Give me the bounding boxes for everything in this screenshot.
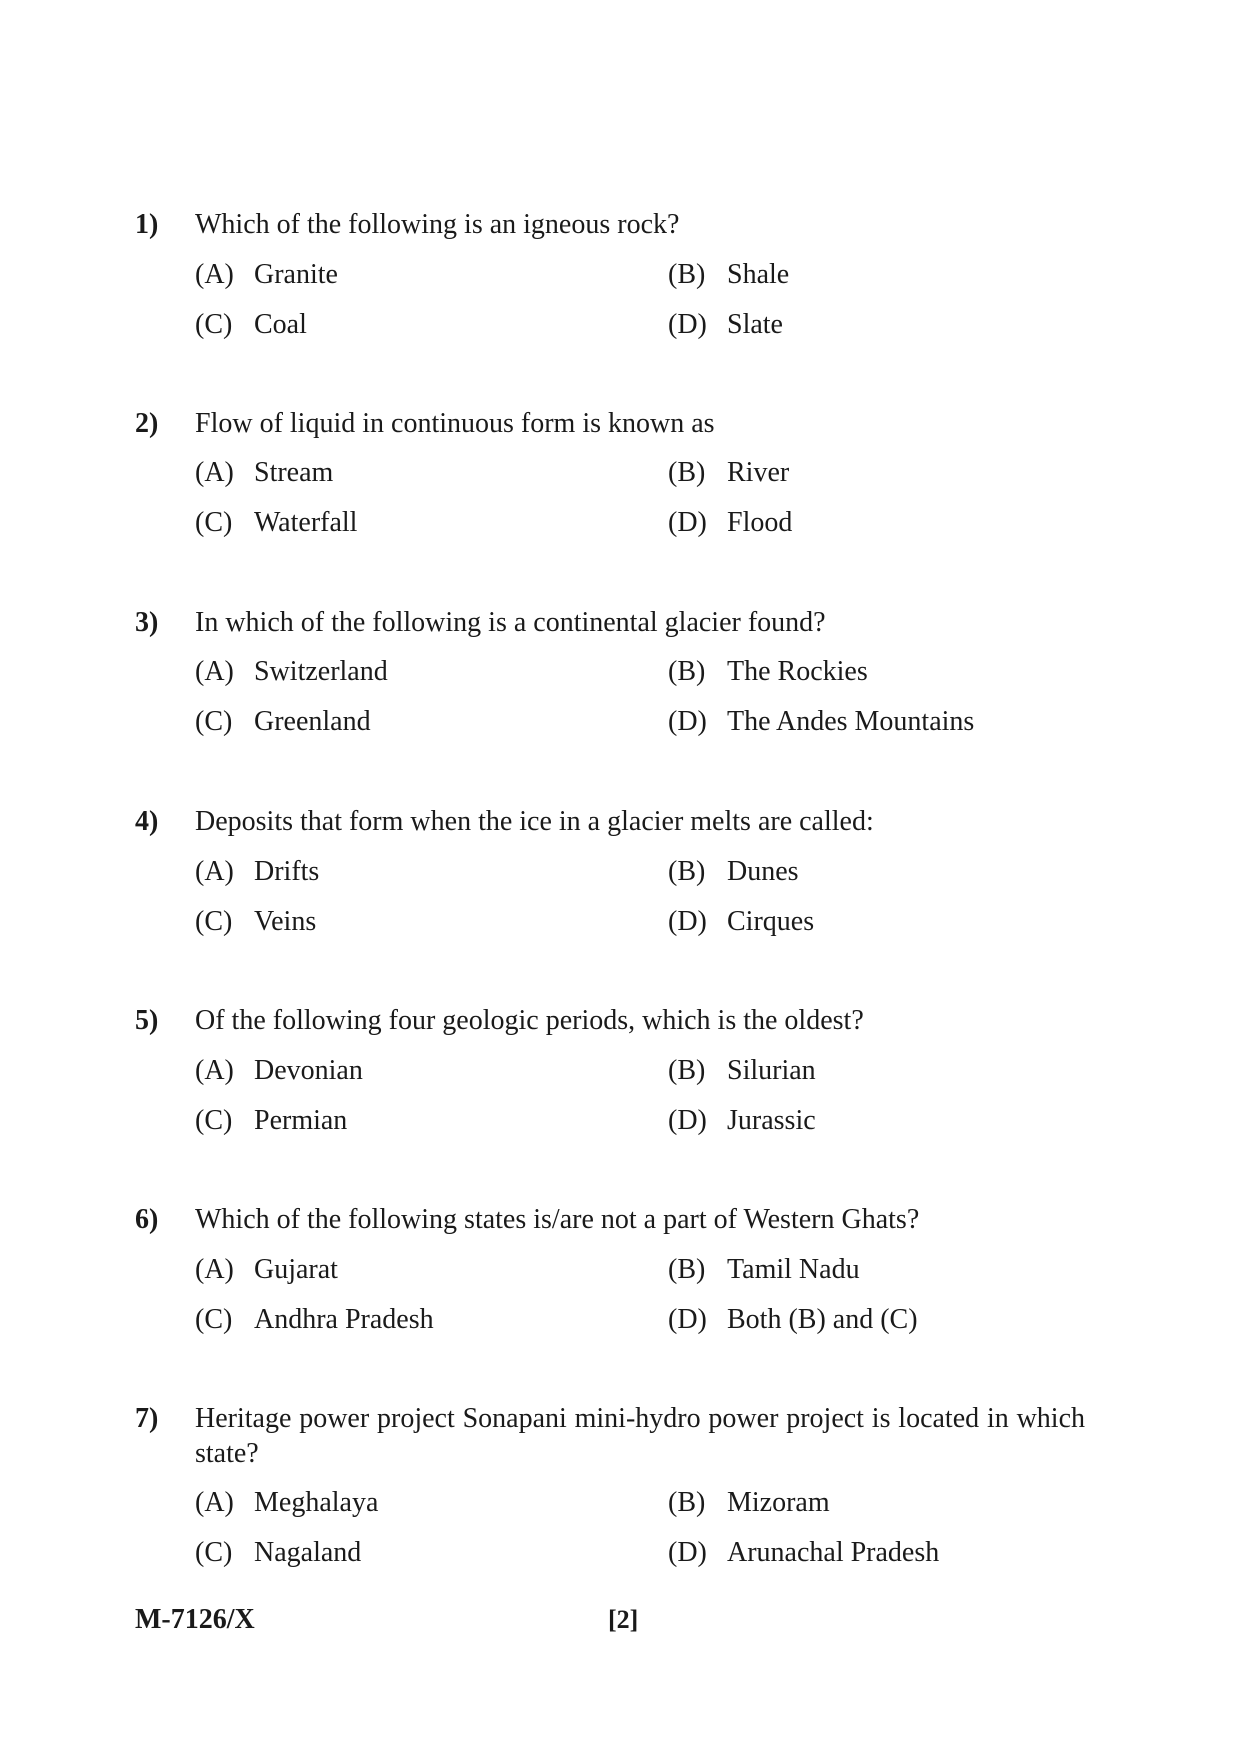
option-b bbox=[668, 1252, 860, 1287]
option-letter: (B) bbox=[668, 1487, 706, 1518]
option-text: Flood bbox=[727, 507, 793, 538]
question-text: Of the following four geologic periods, which is the oldest? bbox=[195, 1005, 864, 1036]
page-number: [2] bbox=[608, 1605, 639, 1634]
option-a bbox=[195, 1252, 338, 1287]
option-c bbox=[195, 904, 317, 939]
option-text: Shale bbox=[727, 259, 790, 290]
option-a bbox=[195, 455, 334, 490]
option-letter: (D) bbox=[668, 309, 707, 340]
option-text: Mizoram bbox=[727, 1487, 830, 1518]
option-text: Nagaland bbox=[254, 1537, 362, 1568]
option-d bbox=[668, 1302, 918, 1337]
option-c bbox=[195, 1302, 434, 1337]
option-text: Stream bbox=[254, 457, 334, 488]
question-number: 1) bbox=[135, 209, 159, 240]
option-text: Andhra Pradesh bbox=[254, 1304, 434, 1335]
option-text: Dunes bbox=[727, 856, 799, 887]
option-text: Both (B) and (C) bbox=[727, 1304, 918, 1335]
option-text: Slate bbox=[727, 309, 783, 340]
option-text: Granite bbox=[254, 259, 338, 290]
question-text: Deposits that form when the ice in a glacier melts are called: bbox=[195, 806, 874, 837]
option-text: River bbox=[727, 457, 790, 488]
option-letter: (B) bbox=[668, 1055, 706, 1086]
question-number: 2) bbox=[135, 408, 159, 439]
option-letter: (C) bbox=[195, 1105, 233, 1136]
option-letter: (C) bbox=[195, 706, 233, 737]
option-letter: (A) bbox=[195, 1487, 234, 1518]
option-letter: (A) bbox=[195, 856, 234, 887]
option-b bbox=[668, 257, 790, 292]
option-letter: (B) bbox=[668, 457, 706, 488]
option-b bbox=[668, 854, 799, 889]
option-text: Greenland bbox=[254, 706, 371, 737]
option-d bbox=[668, 904, 815, 939]
option-letter: (D) bbox=[668, 507, 707, 538]
option-text: Waterfall bbox=[254, 507, 358, 538]
option-a bbox=[195, 654, 388, 689]
question-number: 5) bbox=[135, 1005, 159, 1036]
option-a bbox=[195, 1053, 363, 1088]
question-text: Which of the following is an igneous rock? bbox=[195, 209, 680, 240]
question-text: Heritage power project Sonapani mini-hydro power project is located in which state? bbox=[195, 1403, 1085, 1469]
option-letter: (B) bbox=[668, 259, 706, 290]
paper-code: M-7126/X bbox=[135, 1604, 255, 1635]
option-c bbox=[195, 505, 358, 540]
option-b bbox=[668, 654, 868, 689]
option-letter: (D) bbox=[668, 1105, 707, 1136]
option-letter: (C) bbox=[195, 1304, 233, 1335]
option-text: Jurassic bbox=[727, 1105, 816, 1136]
option-c bbox=[195, 1535, 362, 1570]
question-text: Flow of liquid in continuous form is known as bbox=[195, 408, 715, 439]
option-d bbox=[668, 1103, 816, 1138]
question-number: 3) bbox=[135, 607, 159, 638]
option-letter: (C) bbox=[195, 309, 233, 340]
option-text: Permian bbox=[254, 1105, 348, 1136]
question-number: 4) bbox=[135, 806, 159, 837]
option-letter: (B) bbox=[668, 856, 706, 887]
option-b bbox=[668, 455, 790, 490]
option-text: Drifts bbox=[254, 856, 320, 887]
option-d bbox=[668, 307, 783, 342]
option-text: Devonian bbox=[254, 1055, 363, 1086]
option-d bbox=[668, 1535, 940, 1570]
option-d bbox=[668, 505, 793, 540]
option-letter: (D) bbox=[668, 1537, 707, 1568]
option-d bbox=[668, 704, 975, 739]
option-letter: (A) bbox=[195, 1254, 234, 1285]
option-a bbox=[195, 854, 320, 889]
question-number: 7) bbox=[135, 1403, 159, 1434]
option-text: Veins bbox=[254, 906, 317, 937]
option-letter: (A) bbox=[195, 1055, 234, 1086]
option-letter: (D) bbox=[668, 1304, 707, 1335]
option-letter: (C) bbox=[195, 906, 233, 937]
option-b bbox=[668, 1485, 830, 1520]
option-text: Tamil Nadu bbox=[727, 1254, 860, 1285]
option-c bbox=[195, 704, 371, 739]
option-letter: (B) bbox=[668, 1254, 706, 1285]
question-number: 6) bbox=[135, 1204, 159, 1235]
option-letter: (A) bbox=[195, 259, 234, 290]
option-text: Arunachal Pradesh bbox=[727, 1537, 940, 1568]
option-text: Switzerland bbox=[254, 656, 388, 687]
option-letter: (D) bbox=[668, 906, 707, 937]
question-text: Which of the following states is/are not a part of Western Ghats? bbox=[195, 1204, 920, 1235]
option-text: Cirques bbox=[727, 906, 815, 937]
option-text: Silurian bbox=[727, 1055, 816, 1086]
option-c bbox=[195, 1103, 348, 1138]
option-text: Meghalaya bbox=[254, 1487, 379, 1518]
option-b bbox=[668, 1053, 816, 1088]
option-letter: (A) bbox=[195, 656, 234, 687]
option-a bbox=[195, 1485, 379, 1520]
option-letter: (C) bbox=[195, 1537, 233, 1568]
option-c bbox=[195, 307, 307, 342]
option-text: Coal bbox=[254, 309, 307, 340]
option-text: The Rockies bbox=[727, 656, 868, 687]
option-letter: (C) bbox=[195, 507, 233, 538]
option-letter: (B) bbox=[668, 656, 706, 687]
option-text: Gujarat bbox=[254, 1254, 338, 1285]
option-letter: (D) bbox=[668, 706, 707, 737]
option-text: The Andes Mountains bbox=[727, 706, 975, 737]
option-letter: (A) bbox=[195, 457, 234, 488]
option-a bbox=[195, 257, 338, 292]
question-text: In which of the following is a continental glacier found? bbox=[195, 607, 826, 638]
